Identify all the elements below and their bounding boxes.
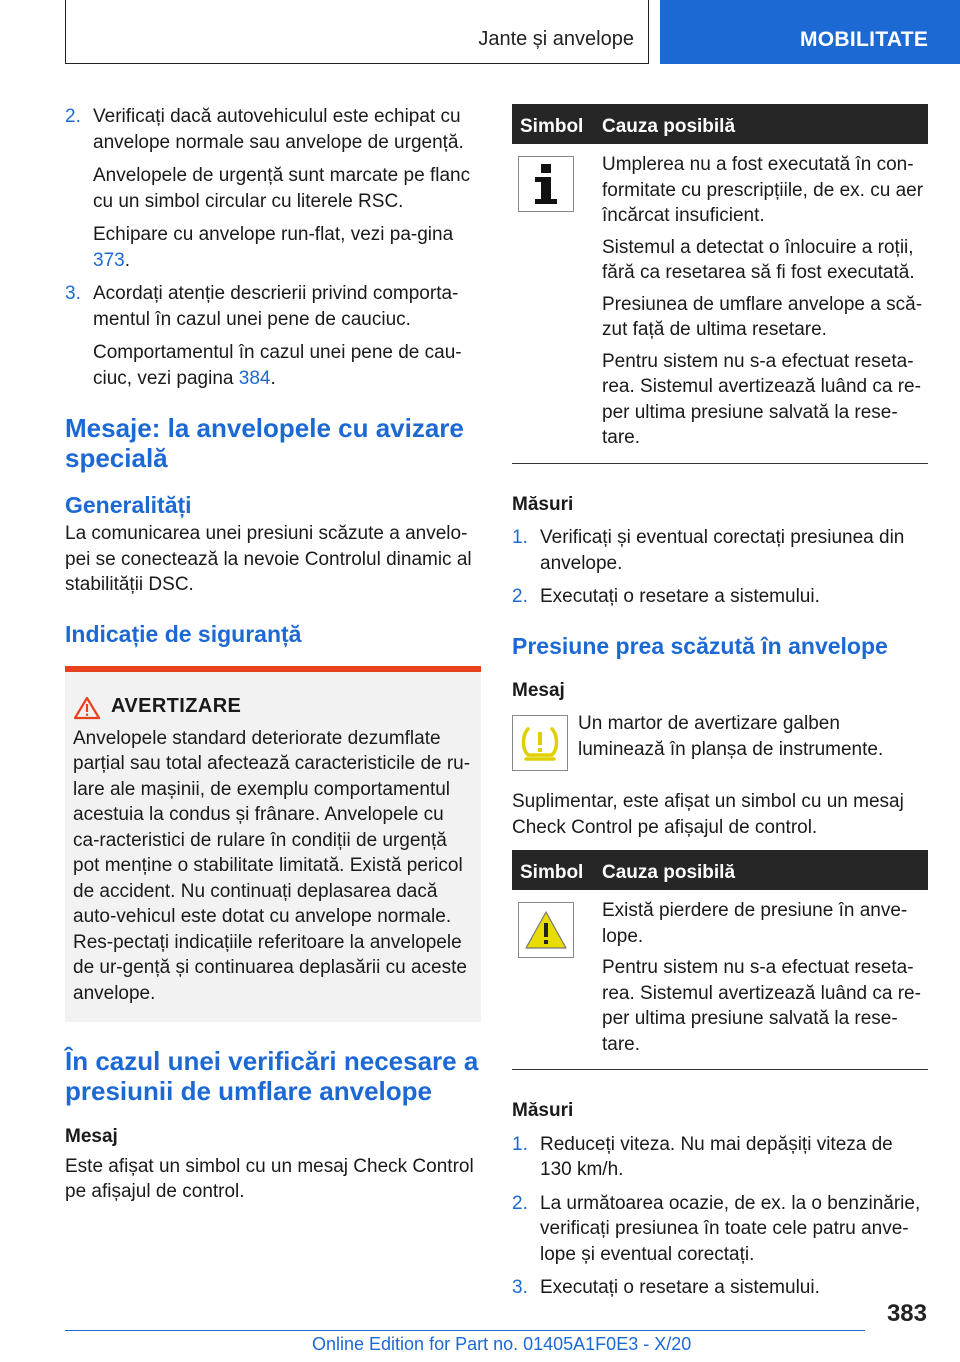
cause-text: Sistemul a detectat o înlocuire a roții, fără ca resetarea să fi fost executată. [602,236,915,283]
step-text: Executați o resetare a sistemului. [540,586,820,607]
step-number: 3. [512,1277,528,1298]
masuri-label: Măsuri [512,493,574,515]
warning-text: Anvelopele standard deteriorate dezumflate parțial sau total afectează caracteristicile de ru-lare ale mașinii, de exemplu comportamentul acestuia la condus și frânare. Anvelopele cu ca-racteristici de rulare în condiții de urgență pot menține o stabilitate limitată. Există pericol de accident. Nu continuați deplasarea dacă auto-vehicul este dotat cu anvelope normale. Res-pectați indicațiile referitoare la anvelopele de ur-gență și continuarea deplasării cu aceste anvelope. [73,727,471,1004]
table-header [512,850,928,890]
table-header-symbol: Simbol [520,862,584,883]
step-text: Executați o resetare a sistemului. [540,1277,820,1298]
mesaj-label: Mesaj [65,1126,118,1147]
cause-text: Pentru sistem nu s-a efectuat reseta-rea. Sistemul avertizează luând ca re-per ultima presiune salvată la rese-tare. [602,350,921,448]
table-header-symbol: Simbol [520,116,584,137]
header-chapter-label: MOBILITATE [800,28,929,51]
step-item [65,104,481,273]
table-cell-causes [602,144,928,463]
step-item [512,1132,928,1183]
page-link-373[interactable]: 373 [93,249,125,271]
step-number: 2. [512,1192,528,1214]
step-text [93,222,481,273]
table-header-cause: Cauza posibilă [602,116,736,137]
footer-divider [65,1330,865,1331]
cause-text: Pentru sistem nu s-a efectuat reseta-rea. Sistemul avertizează luând ca re-per ultima presiune salvată la rese-tare. [602,957,921,1055]
right-column [512,104,928,1309]
header-chapter-tab [660,0,960,64]
warning-box [65,666,481,1022]
step-item [512,584,928,610]
heading-safety: Indicație de siguranță [65,620,302,647]
supplement-text: Suplimentar, este afișat un simbol cu un mesaj Check Control pe afișajul de control. [512,791,904,838]
cause-text: Presiunea de umflare anvelope a scă-zut față de ultima resetare. [602,293,923,340]
step-text-part: Echipare cu anvelope run-flat, vezi pa-gina [93,224,454,245]
symbol-table-2 [512,850,928,1070]
step-text-part: . [124,249,130,271]
lamp-text: Un martor de avertizare galben luminează în planșa de instrumente. [578,713,884,760]
heading-check-pressure: În cazul unei verificări necesare a presiunii de umflare anvelope [65,1046,479,1106]
header-section-box [65,0,649,64]
table-row [512,144,928,464]
page-number: 383 [886,1300,927,1327]
step-text-part: Comportamentul în cazul unei pene de cau-ciuc, vezi pagina [93,342,462,389]
step-text: La următoarea ocazie, de ex. la o benzinărie, verificați presiunea în toate cele patru anve-lope și eventual corectați. [540,1192,921,1265]
tire-pressure-warning-icon [512,715,568,771]
left-column [65,104,481,648]
warning-title: AVERTIZARE [111,695,242,717]
mesaj-text: Este afișat un simbol cu un mesaj Check Control pe afișajul de control. [65,1155,474,1202]
step-text: Verificați dacă autovehiculul este echipat cu anvelope normale sau anvelope de urgență. [93,106,464,153]
step-item [512,1191,928,1268]
step-item [512,1275,928,1301]
left-bottom [65,1046,481,1205]
step-number: 3. [65,283,81,304]
mesaj-label: Mesaj [512,679,565,701]
info-icon [518,156,574,212]
page-link-384[interactable]: 384 [238,367,271,389]
step-item [512,525,928,576]
step-text-part: . [270,367,276,389]
step-text: Verificați și eventual corectați presiunea din anvelope. [540,527,905,574]
heading-general: Generalități [65,492,192,518]
masuri-label: Măsuri [512,1100,574,1121]
step-text: Acordați atenție descrierii privind comporta-mentul în cazul unei pene de cauciuc. [93,283,459,330]
step-text: Reduceți viteza. Nu mai depășiți viteza de 130 km/h. [540,1133,893,1180]
header-section-title: Jante și anvelope [478,28,634,50]
step-number: 2. [512,586,528,607]
step-number: 2. [65,106,81,127]
step-text: Anvelopele de urgență sunt marcate pe flanc cu un simbol circular cu literele RSC. [93,165,471,212]
warning-triangle-icon [518,902,574,958]
cause-text: Umplerea nu a fost executată în con-formitate cu prescripțiile, de ex. cu aer încărcat insuficient. [602,154,924,226]
step-number: 1. [512,1133,528,1155]
step-text [93,340,481,391]
step-number: 1. [512,527,528,548]
footer-edition: Online Edition for Part no. 01405A1F0E3 - X/20 [312,1334,692,1354]
symbol-table-1 [512,104,928,464]
table-cell-causes [602,890,928,1069]
table-header [512,104,928,144]
table-row [512,890,928,1070]
table-header-cause: Cauza posibilă [602,862,736,883]
heading-low-pressure: Presiune prea scăzută în anvelope [512,632,888,659]
heading-messages: Mesaje: la anvelopele cu avizare specială [65,413,464,473]
lamp-block [512,711,928,773]
cause-text: Există pierdere de presiune în anve-lope. [602,900,908,947]
general-text: La comunicarea unei presiuni scăzute a anvelo-pei se conectează la nevoie Controlul dinamic al stabilității DSC. [65,523,472,595]
page-header [0,0,960,66]
warning-triangle-icon [73,696,101,720]
step-item [65,281,481,391]
